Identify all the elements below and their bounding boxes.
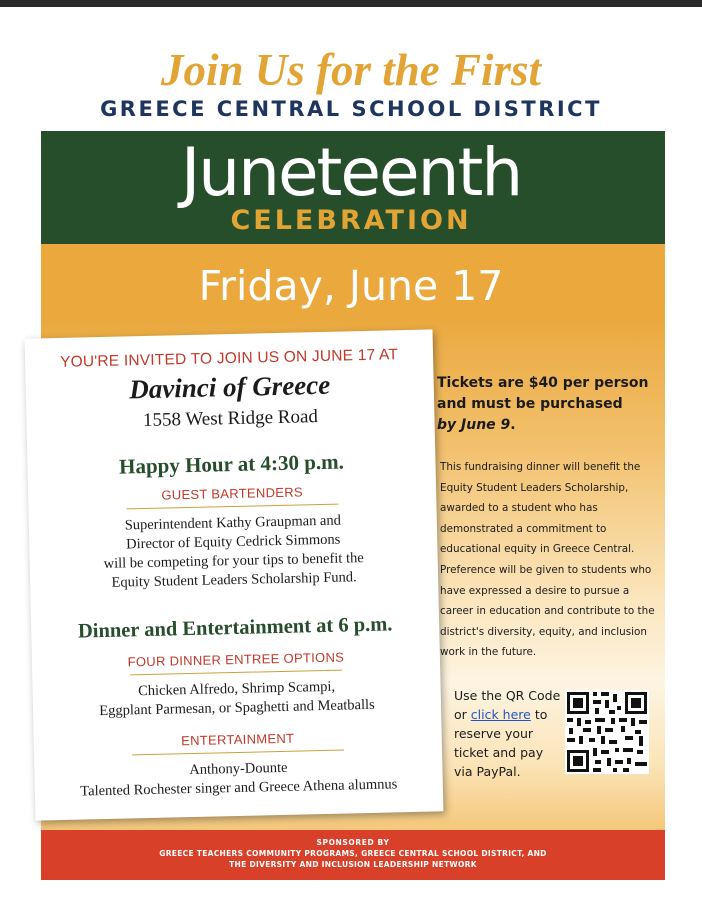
text-line: Director of Equity Cedrick Simmons [125, 531, 341, 553]
dinner-heading: Dinner and Entertainment at 6 p.m. [77, 613, 393, 643]
venue-address: 1558 West Ridge Road [142, 406, 319, 432]
text-line: Equity Student Leaders Scholarship Fund. [111, 569, 357, 591]
guest-bartenders-heading: GUEST BARTENDERS [161, 484, 304, 503]
text-line: Eggplant Parmesan, or Spaghetti and Meatballs [99, 696, 375, 720]
sponsor-line: THE DIVERSITY AND INCLUSION LEADERSHIP NETWORK [229, 860, 477, 869]
event-title: Juneteenth [180, 134, 522, 211]
ticket-period: . [510, 417, 516, 433]
reservation-text: Use the QR Code or [454, 688, 561, 722]
text-line: Superintendent Kathy Graupman and [124, 512, 342, 534]
qr-code-icon[interactable] [565, 690, 649, 774]
sponsor-heading: SPONSORED BY [316, 838, 390, 847]
ticket-price: Tickets are $40 per person [437, 375, 649, 391]
entertainment-heading: ENTERTAINMENT [180, 730, 295, 749]
sponsor-footer [41, 830, 665, 880]
click-here-link[interactable]: click here [470, 707, 531, 722]
reservation-instructions [454, 686, 564, 781]
event-date: Friday, June 17 [198, 262, 504, 310]
text-line: will be competing for your tips to benefit the [103, 550, 364, 572]
performer-info [34, 755, 443, 802]
event-subtitle: CELEBRATION [230, 205, 472, 236]
reservation-text: to reserve your ticket and pay via PayPal. [454, 707, 548, 779]
divider [130, 670, 342, 676]
entree-heading: FOUR DINNER ENTREE OPTIONS [127, 649, 345, 670]
text-line: Anthony-Dounte [189, 759, 288, 779]
bartenders-description [29, 509, 439, 594]
text-line: Chicken Alfredo, Shrimp Scampi, [137, 678, 336, 700]
venue-name: Davinci of Greece [128, 369, 331, 405]
divider [126, 504, 338, 510]
invite-line: YOU'RE INVITED TO JOIN US ON JUNE 17 AT [59, 346, 399, 371]
happy-hour-heading: Happy Hour at 4:30 p.m. [118, 449, 345, 479]
entree-options [32, 675, 441, 722]
top-border [0, 0, 702, 7]
ticket-deadline: by June 9 [437, 417, 511, 433]
ticket-note: and must be purchased [437, 396, 623, 412]
headline: Join Us for the First [160, 45, 542, 95]
invitation-card [25, 329, 444, 820]
scholarship-description: This fundraising dinner will benefit the Equity Student Leaders Scholarship, awarded to a student who has demonstrated a commitment to educational equity in Greece Central. Preference will be given to students who have expressed a desire to pursue a career in education and contribute to the district's diversity, equity, and inclusion work in the future. [440, 461, 655, 659]
divider [132, 750, 344, 756]
sponsor-line: GREECE TEACHERS COMMUNITY PROGRAMS, GREECE CENTRAL SCHOOL DISTRICT, AND [159, 849, 547, 858]
ticket-info [437, 373, 667, 436]
district-name: GREECE CENTRAL SCHOOL DISTRICT [100, 97, 602, 121]
text-line: Talented Rochester singer and Greece Athena alumnus [80, 776, 398, 800]
